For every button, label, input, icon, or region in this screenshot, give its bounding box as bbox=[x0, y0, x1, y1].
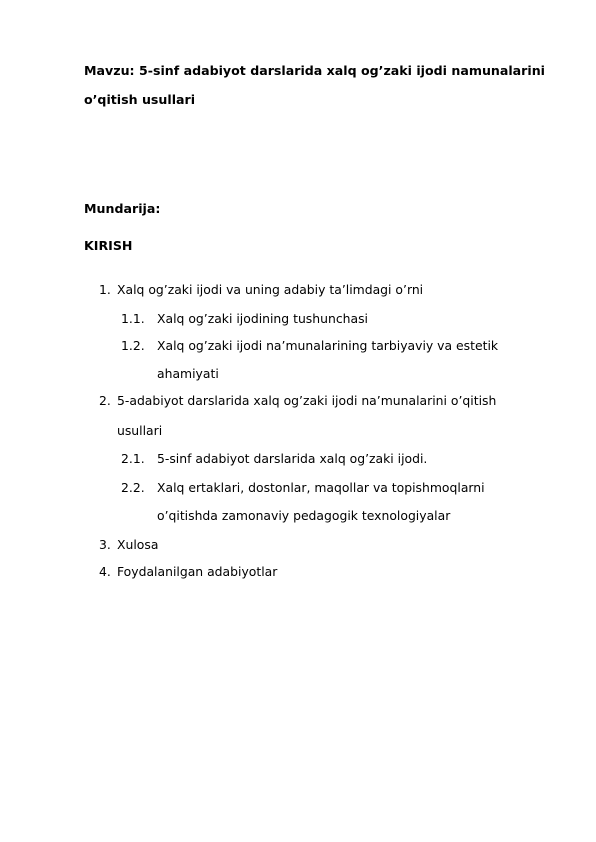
document-title: Mavzu: 5-sinf adabiyot darslarida xalq og’zaki ijodi namunalarini o’qitish usullari bbox=[84, 63, 545, 107]
toc-item-number: 3. bbox=[99, 537, 111, 552]
toc-item-text-continued: usullari bbox=[117, 423, 163, 438]
toc-subitem-text: Xalq og’zaki ijodi na’munalarining tarbiyaviy va estetik bbox=[157, 338, 499, 353]
toc-subitem-number: 2.1. bbox=[121, 451, 145, 466]
toc-subitem-text: Xalq ertaklari, dostonlar, maqollar va topishmoqlarni bbox=[157, 480, 485, 495]
toc-subitem-text-continued: o’qitishda zamonaviy pedagogik texnologiyalar bbox=[157, 508, 451, 523]
toc-item-number: 1. bbox=[99, 282, 111, 297]
toc-intro: KIRISH bbox=[84, 238, 133, 253]
toc-subitem-text: 5-sinf adabiyot darslarida xalq og’zaki ijodi. bbox=[157, 451, 428, 466]
toc-item-text: Xulosa bbox=[117, 537, 159, 552]
toc-item-text: Foydalanilgan adabiyotlar bbox=[117, 564, 278, 579]
toc-item-text: 5-adabiyot darslarida xalq og’zaki ijodi na’munalarini o’qitish bbox=[117, 393, 497, 408]
toc-item-text: Xalq og’zaki ijodi va uning adabiy ta’limdagi o’rni bbox=[117, 282, 424, 297]
toc-subitem-number: 1.2. bbox=[121, 338, 145, 353]
toc-subitem-text-continued: ahamiyati bbox=[157, 366, 219, 381]
toc-subitem-number: 2.2. bbox=[121, 480, 145, 495]
toc-subitem-text: Xalq og’zaki ijodining tushunchasi bbox=[157, 311, 368, 326]
toc-subitem-number: 1.1. bbox=[121, 311, 145, 326]
toc-heading: Mundarija: bbox=[84, 201, 161, 216]
toc-item-number: 2. bbox=[99, 393, 111, 408]
toc-item-number: 4. bbox=[99, 564, 111, 579]
